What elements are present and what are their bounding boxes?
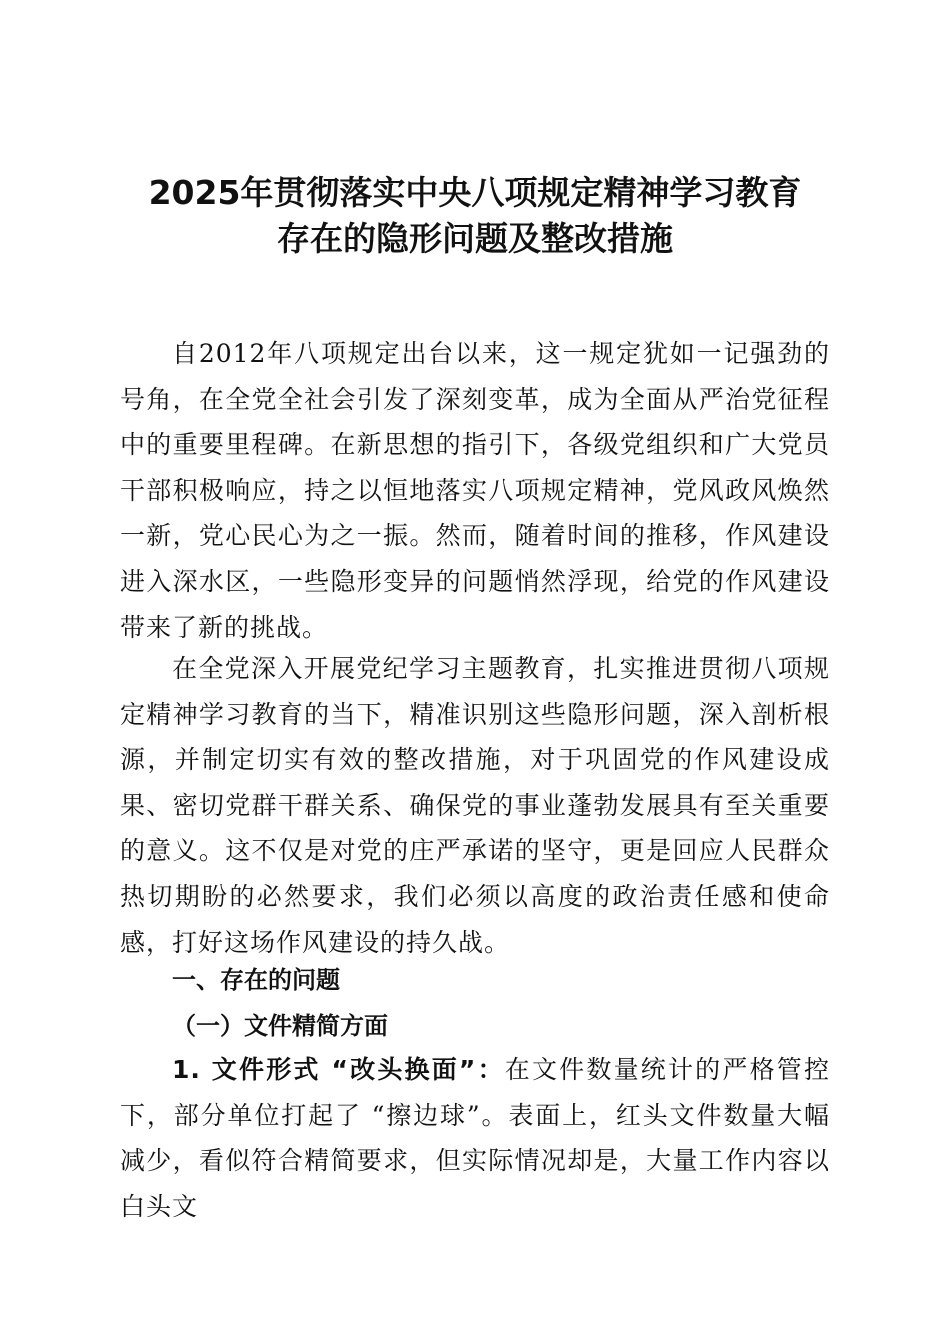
- document-title-line2: 存在的隐形问题及整改措施: [277, 219, 673, 258]
- subsection-heading-document-streamlining: （一）文件精简方面: [172, 1011, 388, 1040]
- problem-item-1-lead: 1. 文件形式 “改头换面”：: [172, 1055, 505, 1084]
- section-heading-problems: 一、存在的问题: [172, 966, 340, 994]
- problem-item-1: [120, 1047, 830, 1229]
- intro-paragraph: 自2012年八项规定出台以来，这一规定犹如一记强劲的号角，在全党全社会引发了深刻变革，成为全面从严治党征程中的重要里程碑。在新思想的指引下，各级党组织和广大党员干部积极响应，持之以恒地落实八项规定精神，党风政风焕然一新，党心民心为之一振。然而，随着时间的推移，作风建设进入深水区，一些隐形变异的问题悄然浮现，给党的作风建设带来了新的挑战。: [120, 339, 830, 642]
- problem-item-1-text: 在文件数量统计的严格管控下，部分单位打起了 “擦边球”。表面上，红头文件数量大幅减少，看似符合精简要求，但实际情况却是，大量工作内容以白头文: [120, 1055, 830, 1221]
- context-paragraph: 在全党深入开展党纪学习主题教育，扎实推进贯彻八项规定精神学习教育的当下，精准识别这些隐形问题，深入剖析根源，并制定切实有效的整改措施，对于巩固党的作风建设成果、密切党群干群关系、确保党的事业蓬勃发展具有至关重要的意义。这不仅是对党的庄严承诺的坚守，更是回应人民群众热切期盼的必然要求，我们必须以高度的政治责任感和使命感，打好这场作风建设的持久战。: [120, 654, 830, 957]
- document-title-line1: 2025年贯彻落实中央八项规定精神学习教育: [148, 173, 802, 212]
